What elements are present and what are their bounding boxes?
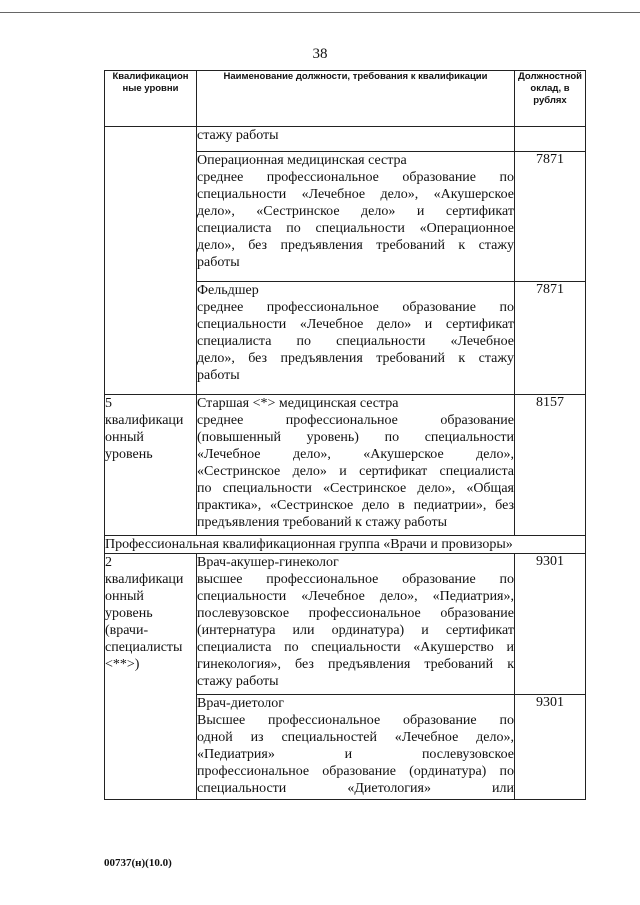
requirement-line: Высшее профессиональное образование по — [197, 713, 514, 728]
level-cell — [105, 395, 197, 536]
requirement-line: среднее профессиональное образование — [197, 413, 514, 428]
position-cell — [197, 554, 515, 695]
table-row — [105, 554, 586, 695]
top-rule — [0, 12, 640, 13]
table-row — [105, 127, 586, 152]
position-cell — [197, 152, 515, 282]
requirement-line: работы — [197, 368, 240, 383]
header-position: Наименование должности, требования к квалификации — [197, 71, 515, 127]
requirement-line: гинекология», без предъявления требований к — [197, 657, 514, 672]
requirement-line: работы — [197, 255, 240, 270]
position-cell — [197, 695, 515, 800]
position-title: Операционная медицинская сестра — [197, 153, 407, 168]
level-line: 2 — [105, 555, 112, 570]
footer-code: 00737(н)(10.0) — [104, 857, 172, 869]
salary-cell: 9301 — [515, 554, 586, 695]
position-title: Врач-акушер-гинеколог — [197, 555, 339, 570]
continuation-text: стажу работы — [197, 128, 279, 143]
requirement-line: специальности «Диетология» или — [197, 781, 514, 796]
requirement-line: предъявления требований к стажу работы — [197, 515, 447, 530]
level-line: онный — [105, 589, 144, 604]
requirement-line: специалиста по специальности «Акушерство и — [197, 640, 514, 655]
requirement-line: специальности «Лечебное дело», «Акушерское — [197, 187, 514, 202]
table-row — [105, 395, 586, 536]
level-line: квалификаци — [105, 413, 184, 428]
level-line: уровень — [105, 606, 153, 621]
position-title: Врач-диетолог — [197, 696, 285, 711]
requirement-line: практика», «Сестринское дело в педиатрии», без — [197, 498, 514, 513]
level-line: уровень — [105, 447, 153, 462]
requirement-line: по специальности «Сестринское дело», «Общая — [197, 481, 514, 496]
position-title: Старшая <*> медицинская сестра — [197, 396, 399, 411]
requirement-line: специалиста по специальности «Операционное — [197, 221, 514, 236]
requirement-line: «Сестринское дело» и сертификат специалиста — [197, 464, 514, 479]
requirement-line: среднее профессиональное образование по — [197, 170, 514, 185]
salary-cell: 7871 — [515, 282, 586, 395]
level-line: 5 — [105, 396, 112, 411]
requirement-line: одной из специальностей «Лечебное дело», — [197, 730, 514, 745]
level-cell — [105, 554, 197, 800]
requirement-line: специальности «Лечебное дело», «Педиатрия», — [197, 589, 514, 604]
header-level: Квалификацион ные уровни — [105, 71, 197, 127]
page-number: 38 — [312, 46, 328, 62]
requirement-line: специалиста по специальности «Лечебное — [197, 334, 514, 349]
level-line: специалисты — [105, 640, 183, 655]
requirement-line: профессиональное образование (ординатура) по — [197, 764, 514, 779]
position-title: Фельдшер — [197, 283, 259, 298]
position-cell — [197, 395, 515, 536]
level-line: онный — [105, 430, 144, 445]
requirement-line: «Педиатрия» и послевузовское — [197, 747, 514, 762]
level-line: квалификаци — [105, 572, 184, 587]
salary-cell: 7871 — [515, 152, 586, 282]
requirement-line: «Лечебное дело», «Акушерское дело», — [197, 447, 514, 462]
qualification-table — [104, 70, 586, 800]
salary-cell: 9301 — [515, 695, 586, 800]
requirement-line: дело», без предъявления требований к стажу — [197, 238, 514, 253]
level-line: <**>) — [105, 657, 140, 672]
group-title: Профессиональная квалификационная группа «Врачи и провизоры» — [105, 536, 586, 554]
salary-cell-empty — [515, 127, 586, 152]
requirement-line: послевузовское профессиональное образование — [197, 606, 514, 621]
requirement-line: стажу работы — [197, 674, 279, 689]
requirement-line: дело», без предъявления требований к стажу — [197, 351, 514, 366]
table-group-row — [105, 536, 586, 554]
requirement-line: (повышенный уровень) по специальности — [197, 430, 514, 445]
requirement-line: специальности «Лечебное дело» и сертификат — [197, 317, 514, 332]
salary-cell: 8157 — [515, 395, 586, 536]
level-line: (врачи- — [105, 623, 149, 638]
requirement-line: дело», «Сестринское дело» и сертификат — [197, 204, 514, 219]
header-salary: Должностной оклад, в рублях — [515, 71, 586, 127]
level-cell-empty — [105, 127, 197, 395]
requirement-line: (интернатура или ординатура) и сертификат — [197, 623, 514, 638]
requirement-line: среднее профессиональное образование по — [197, 300, 514, 315]
requirement-line: высшее профессиональное образование по — [197, 572, 514, 587]
continuation-cell — [197, 127, 515, 152]
table-header-row — [105, 71, 586, 127]
position-cell — [197, 282, 515, 395]
